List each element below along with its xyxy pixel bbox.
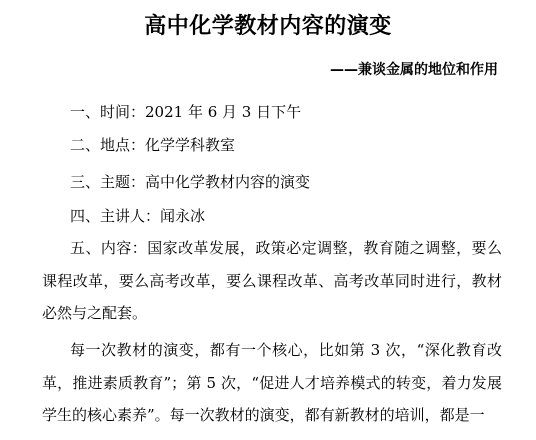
info-item-topic: 三、主题：高中化学教材内容的演变 [70, 173, 311, 191]
info-item-time: 一、时间：2021 年 6 月 3 日下午 [70, 103, 302, 121]
document-title: 高中化学教材内容的演变 [144, 14, 392, 39]
document-subtitle: ——兼谈金属的地位和作用 [330, 62, 498, 78]
content-paragraph-1: 五、内容：国家改革发展，政策必定调整，教育随之调整，要么课程改革，要么高考改革，要么课程改革、高考改革同时进行，教材必然与之配套。 [42, 239, 502, 322]
info-item-location: 二、地点：化学学科教室 [70, 136, 236, 154]
info-item-speaker: 四、主讲人：闻永冰 [70, 207, 206, 225]
content-paragraph-2: 每一次教材的演变，都有一个核心，比如第 3 次，“深化教育改革，推进素质教育”；第 5 次，“促进人才培养模式的转变，着力发展学生的核心素养”。每一次教材的演变，都有新教材的培训，都是一 [42, 341, 502, 424]
